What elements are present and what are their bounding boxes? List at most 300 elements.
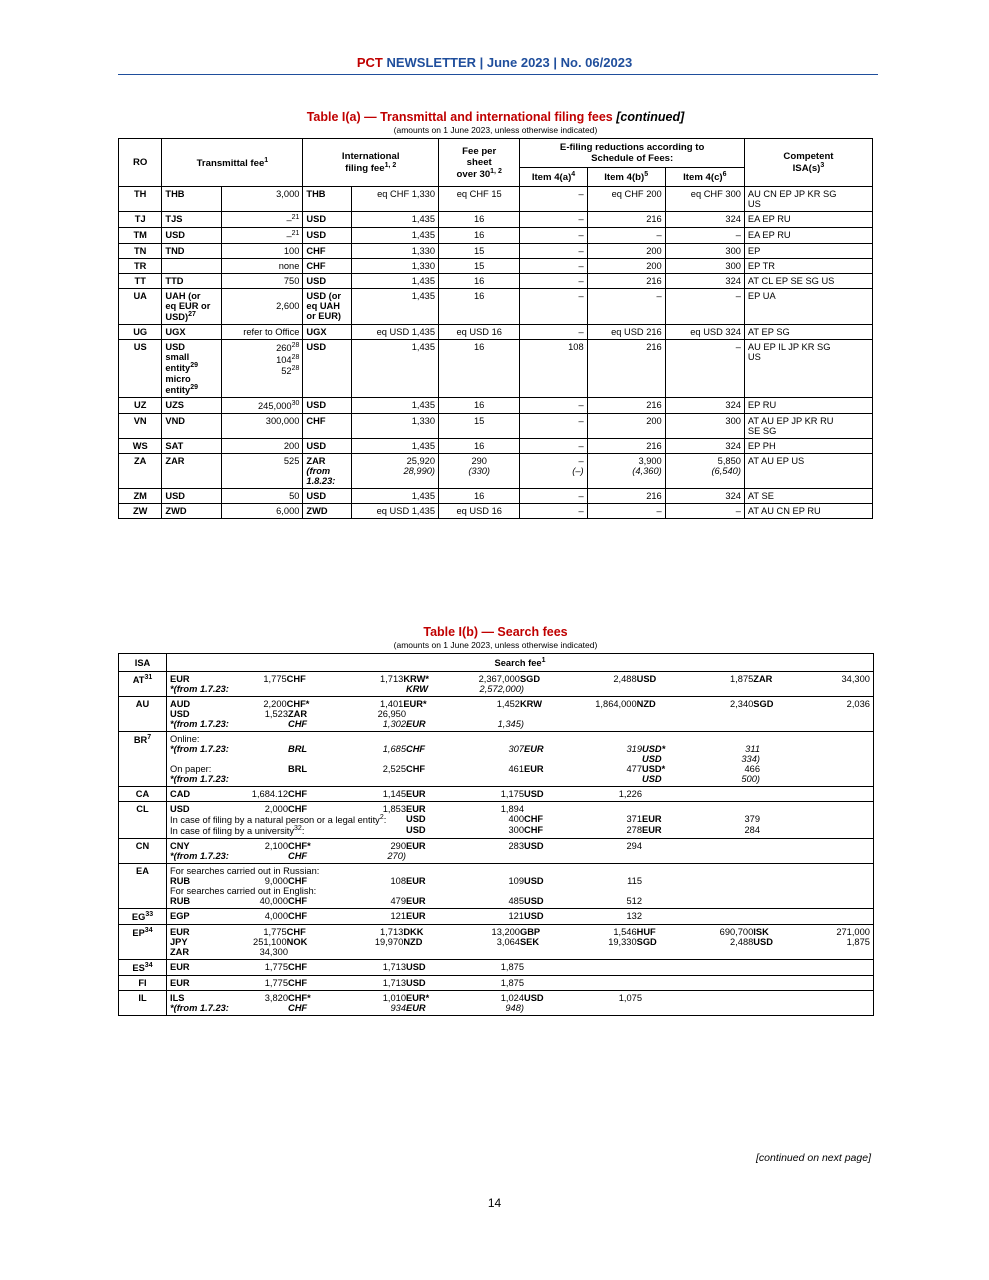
cell-ro: UA — [119, 289, 162, 325]
search-fee-currency: *(from 1.7.23: — [170, 851, 229, 862]
cell-transmittal-currency: VND — [162, 413, 222, 438]
cell-transmittal-currency: TND — [162, 244, 222, 259]
search-fee-amount: 2,340 — [730, 699, 754, 710]
search-fee-currency: KRW — [406, 684, 429, 695]
cell-item-4c: 300 — [665, 413, 744, 438]
search-fee-amount: 2,036 — [846, 699, 870, 710]
search-fee-amount: 109 — [508, 876, 524, 887]
cell-item-4a: 108 — [520, 340, 587, 397]
search-fee-amount: 1,853 — [382, 804, 406, 815]
search-fee-amount: 2,572,000) — [479, 684, 524, 695]
cell-transmittal-amount: 525 — [222, 453, 303, 488]
th-item-a-text: Item 4(a) — [531, 172, 572, 184]
table-1a-body — [119, 187, 873, 519]
cell-transmittal-amount: 6,000 — [222, 503, 303, 518]
table-row — [119, 732, 874, 787]
th-isa-sup: 3 — [820, 162, 825, 169]
cell-transmittal-amount: 750 — [222, 274, 303, 289]
search-fee-currency: EUR — [406, 841, 426, 852]
cell-item-4a: – — [520, 488, 587, 503]
search-fee-line — [170, 937, 870, 947]
th-searchfee-text: Search fee — [494, 658, 542, 669]
search-fee-line — [170, 993, 870, 1003]
cell-transmittal-amount: 2,600 — [222, 289, 303, 325]
search-fee-amount: 290 — [390, 841, 406, 852]
search-fee-amount: 2,100 — [264, 841, 288, 852]
search-fee-line — [170, 754, 870, 764]
table-1a-header-row — [119, 139, 873, 168]
th-efiling-l2: Schedule of Fees: — [591, 153, 674, 164]
search-fee-currency: USD* — [642, 764, 666, 775]
cell-item-4a: – — [520, 325, 587, 340]
search-fee-currency: USD — [524, 841, 544, 852]
search-fee-amount: 1,713 — [380, 927, 404, 938]
search-fee-currency: USD — [524, 876, 544, 887]
search-fee-amount: 13,200 — [491, 927, 520, 938]
search-fee-currency: EUR — [406, 1003, 426, 1014]
search-fee-currency: CHF — [288, 719, 308, 730]
cell-isa-code: FI — [119, 976, 167, 991]
th-sheet-sup: 1, 2 — [490, 167, 502, 175]
search-fee-currency: CHF* — [286, 699, 310, 710]
cell-filing-currency: USD — [303, 212, 352, 228]
table-row — [119, 839, 874, 864]
search-fee-currency: CHF — [288, 911, 308, 922]
cell-item-4c: 324 — [665, 212, 744, 228]
search-fee-currency: CNY — [170, 841, 190, 852]
cell-isa-code: AT$^{31}$ — [119, 672, 167, 697]
search-fee-currency — [288, 684, 347, 694]
table-1b-title: Table I(b) — Search fees — [423, 625, 568, 639]
cell-filing-amount: 1,330 — [352, 259, 439, 274]
th-isa-b: ISA — [119, 654, 167, 672]
cell-filing-currency: ZWD — [303, 503, 352, 518]
table-1a-title — [118, 110, 873, 124]
search-fee-amount: 1,775 — [264, 978, 288, 989]
cell-search-fee — [167, 697, 874, 732]
search-fee-line — [170, 978, 870, 988]
cell-transmittal-amount: 3,000 — [222, 187, 303, 212]
cell-fee-per-sheet: 16 — [439, 340, 520, 397]
search-fee-amount: 1,775 — [264, 962, 288, 973]
cell-item-4b: – — [587, 228, 665, 244]
search-fee-currency: AUD — [170, 699, 191, 710]
cell-transmittal-amount: 245,000$^{30}$ — [222, 397, 303, 413]
search-fee-amount: 1,452 — [496, 699, 520, 710]
search-fee-amount: 1,864,000 — [595, 699, 637, 710]
table-row — [119, 259, 873, 274]
cell-transmittal-currency: TTD — [162, 274, 222, 289]
th-ro: RO — [119, 139, 162, 187]
table-row — [119, 274, 873, 289]
cell-item-4b: 216 — [587, 340, 665, 397]
search-fee-currency: BRL — [288, 744, 308, 755]
search-fee-currency: EUR — [406, 804, 426, 815]
search-fee-currency: ZAR — [753, 674, 773, 685]
search-fee-amount: 479 — [390, 896, 406, 907]
cell-search-fee — [167, 672, 874, 697]
cell-item-4c: 5,850 (6,540) — [665, 453, 744, 488]
search-fee-line — [170, 911, 870, 921]
th-sheet-l3: over 30 — [456, 168, 491, 180]
search-fee-amount: 311 — [745, 744, 760, 755]
search-fee-line — [170, 962, 870, 972]
cell-filing-amount: 1,330 — [352, 413, 439, 438]
cell-filing-currency: CHF — [303, 413, 352, 438]
table-1b-block — [118, 625, 873, 1016]
search-fee-amount: 1,685 — [382, 744, 406, 755]
cell-item-4a: – — [520, 397, 587, 413]
th-item-c — [665, 168, 744, 187]
cell-ro: TR — [119, 259, 162, 274]
cell-transmittal-currency: USD — [162, 488, 222, 503]
search-fee-line — [170, 674, 870, 684]
search-fee-line — [170, 684, 870, 694]
cell-transmittal-currency: ZWD — [162, 503, 222, 518]
search-fee-currency: EUR — [170, 674, 190, 685]
search-fee-currency: CHF — [288, 896, 308, 907]
search-fee-currency: EUR — [524, 744, 544, 755]
search-fee-currency: CHF — [288, 789, 308, 800]
search-fee-amount: 115 — [627, 876, 642, 887]
cell-fee-per-sheet: 16 — [439, 488, 520, 503]
th-sheet — [439, 139, 520, 187]
cell-item-4b: 200 — [587, 413, 665, 438]
th-isa-l2: ISA(s) — [792, 163, 821, 175]
search-fee-currency: CHF — [288, 851, 308, 862]
cell-competent-isa: EP — [744, 244, 872, 259]
search-fee-amount — [583, 774, 642, 784]
cell-ro: US — [119, 340, 162, 397]
search-fee-currency: SEK — [519, 937, 540, 948]
search-fee-currency: USD — [406, 962, 426, 973]
cell-competent-isa: EP UA — [744, 289, 872, 325]
search-fee-currency: CHF* — [288, 841, 311, 852]
cell-isa-code: EA — [119, 864, 167, 909]
search-fee-line — [170, 1003, 870, 1013]
cell-transmittal-currency: SAT — [162, 438, 222, 453]
search-fee-currency: EUR — [642, 825, 662, 836]
cell-transmittal-amount: –$^{21}$ — [222, 212, 303, 228]
cell-filing-amount: eq USD 1,435 — [352, 325, 439, 340]
search-fee-amount: 1,684.12 — [251, 789, 288, 800]
cell-transmittal-amount: $260^{28}$ $104^{28}$ $52^{28}$ — [222, 340, 303, 397]
cell-competent-isa: AT AU CN EP RU — [744, 503, 872, 518]
cell-item-4b: eq USD 216 — [587, 325, 665, 340]
cell-filing-amount: 1,435 — [352, 228, 439, 244]
table-row — [119, 228, 873, 244]
cell-filing-currency: USD — [303, 228, 352, 244]
search-fee-currency: EUR — [170, 978, 190, 989]
cell-transmittal-currency: ZAR — [162, 453, 222, 488]
search-fee-currency: CHF — [288, 978, 308, 989]
search-fee-line — [170, 896, 870, 906]
search-fee-currency: ILS — [170, 993, 185, 1004]
search-fee-currency: USD — [406, 978, 426, 989]
search-fee-amount: 461 — [508, 764, 524, 775]
cell-filing-amount: 1,435 — [352, 438, 439, 453]
table-row — [119, 909, 874, 925]
table-row — [119, 340, 873, 397]
search-fee-amount: 1,024 — [500, 993, 524, 1004]
cell-transmittal-currency: UZS — [162, 397, 222, 413]
cell-transmittal-currency: TJS — [162, 212, 222, 228]
table-row — [119, 325, 873, 340]
cell-fee-per-sheet: 15 — [439, 413, 520, 438]
cell-item-4c: 324 — [665, 438, 744, 453]
search-fee-amount: 3,820 — [264, 993, 288, 1004]
search-fee-amount: 319 — [626, 744, 642, 755]
cell-filing-amount: 1,435 — [352, 488, 439, 503]
cell-search-fee — [167, 991, 874, 1016]
search-fee-amount — [347, 754, 406, 764]
cell-fee-per-sheet: eq USD 16 — [439, 503, 520, 518]
search-fee-amount: 485 — [508, 896, 524, 907]
search-fee-amount: 271,000 — [836, 927, 870, 938]
search-fee-amount: 270) — [387, 851, 406, 862]
cell-isa-code: AU — [119, 697, 167, 732]
cell-fee-per-sheet: 15 — [439, 244, 520, 259]
cell-ro: ZW — [119, 503, 162, 518]
search-fee-amount — [229, 719, 288, 729]
page-header — [0, 55, 989, 70]
search-fee-currency — [406, 754, 465, 764]
cell-search-fee — [167, 976, 874, 991]
cell-filing-currency: USD — [303, 340, 352, 397]
cell-search-fee — [167, 909, 874, 925]
header-pct: PCT — [356, 55, 383, 70]
search-fee-currency — [170, 754, 229, 764]
th-filing-l1: International — [341, 151, 400, 162]
cell-item-4b: 200 — [587, 244, 665, 259]
search-fee-currency: NZD — [403, 937, 423, 948]
search-fee-amount: 1,226 — [618, 789, 642, 800]
cell-transmittal-amount: –$^{21}$ — [222, 228, 303, 244]
cell-item-4a: – — [520, 212, 587, 228]
table-row — [119, 212, 873, 228]
search-fee-line — [170, 744, 870, 754]
search-fee-amount: 2,200 — [263, 699, 287, 710]
search-fee-currency — [406, 774, 465, 784]
search-fee-currency: CHF — [286, 927, 306, 938]
search-fee-line — [170, 734, 870, 744]
th-isa-l1: Competent — [783, 151, 834, 162]
cell-filing-amount: 1,435 — [352, 397, 439, 413]
table-1a-block — [118, 110, 873, 519]
search-fee-amount: 948) — [505, 1003, 524, 1014]
th-filing — [303, 139, 439, 187]
search-fee-amount: 1,145 — [382, 789, 406, 800]
search-fee-amount: 278 — [626, 825, 642, 836]
search-fee-currency: EGP — [170, 911, 190, 922]
cell-item-4c: 324 — [665, 274, 744, 289]
th-item-c-text: Item 4(c) — [683, 172, 723, 184]
search-fee-amount: 34,300 — [259, 947, 288, 958]
search-fee-currency: USD — [524, 911, 544, 922]
cell-item-4c: 300 — [665, 259, 744, 274]
table-row — [119, 503, 873, 518]
cell-search-fee — [167, 925, 874, 960]
cell-item-4b: 216 — [587, 212, 665, 228]
th-efiling-l1: E-filing reductions according to — [559, 142, 705, 153]
search-fee-amount: 1,401 — [380, 699, 404, 710]
table-row — [119, 187, 873, 212]
table-1a-subtitle: (amounts on 1 June 2023, unless otherwise indicated) — [393, 125, 598, 135]
search-fee-amount: 40,000 — [259, 896, 288, 907]
table-1a — [118, 138, 873, 519]
cell-filing-currency: THB — [303, 187, 352, 212]
cell-item-4b: eq CHF 200 — [587, 187, 665, 212]
cell-competent-isa: AT SE — [744, 488, 872, 503]
cell-search-fee — [167, 787, 874, 802]
search-fee-amount: 19,970 — [374, 937, 404, 948]
table-row — [119, 991, 874, 1016]
search-fee-amount — [583, 754, 642, 764]
search-fee-line — [170, 699, 870, 709]
search-fee-line — [170, 927, 870, 937]
cell-item-4a: – (–) — [520, 453, 587, 488]
search-fee-amount — [347, 684, 406, 694]
search-fee-amount: 1,546 — [613, 927, 637, 938]
search-fee-currency: CHF — [286, 674, 306, 685]
search-fee-currency: EUR — [170, 962, 190, 973]
cell-competent-isa: AT CL EP SE SG US — [744, 274, 872, 289]
table-row — [119, 864, 874, 909]
search-fee-amount: 1,302 — [382, 719, 406, 730]
cell-item-4a: – — [520, 289, 587, 325]
th-searchfee-sup: 1 — [541, 657, 546, 664]
cell-fee-per-sheet: 16 — [439, 212, 520, 228]
th-transmittal-sup: 1 — [264, 156, 269, 164]
search-fee-currency: ISK — [753, 927, 769, 938]
cell-item-4b: 216 — [587, 438, 665, 453]
search-fee-amount: 1,894 — [500, 804, 524, 815]
search-fee-amount: 121 — [508, 911, 524, 922]
cell-item-4b: 216 — [587, 274, 665, 289]
search-fee-currency: BRL — [288, 764, 308, 775]
search-fee-amount: 1,345) — [497, 719, 524, 730]
table-row — [119, 976, 874, 991]
header-newsletter: NEWSLETTER — [386, 55, 477, 70]
search-fee-line — [170, 947, 870, 957]
search-fee-amount — [465, 754, 524, 764]
cell-item-4a: – — [520, 438, 587, 453]
table-row — [119, 244, 873, 259]
search-fee-amount — [229, 684, 288, 694]
search-fee-amount: 26,950 — [377, 709, 406, 720]
cell-isa-code: CA — [119, 787, 167, 802]
cell-transmittal-amount: 100 — [222, 244, 303, 259]
search-fee-currency: CHF — [406, 764, 426, 775]
th-item-c-sup: 6 — [722, 171, 727, 178]
cell-ro: TT — [119, 274, 162, 289]
table-1b-header-row — [119, 654, 874, 672]
search-fee-currency: USD — [636, 674, 657, 685]
cell-transmittal-currency: UAH (or eq EUR or USD)$^{27}$ — [162, 289, 222, 325]
search-fee-amount — [229, 851, 288, 861]
cell-filing-currency: CHF — [303, 244, 352, 259]
table-row — [119, 802, 874, 839]
table-row — [119, 438, 873, 453]
cell-filing-amount: eq USD 1,435 — [352, 503, 439, 518]
search-fee-currency: CAD — [170, 789, 191, 800]
search-fee-amount: 1,875 — [500, 978, 524, 989]
th-item-b-text: Item 4(b) — [604, 172, 645, 184]
cell-transmittal-currency: USD small entity$^{29}$ micro entity$^{29}$ — [162, 340, 222, 397]
search-fee-currency: HUF — [636, 927, 656, 938]
search-fee-currency: CHF — [524, 825, 544, 836]
search-fee-currency: ZAR — [170, 947, 190, 958]
cell-search-fee — [167, 839, 874, 864]
continued-note: [continued on next page] — [755, 1152, 871, 1164]
search-fee-currency: *(from 1.7.23: — [170, 774, 229, 785]
th-item-b-sup: 5 — [644, 171, 649, 178]
search-fee-currency: JPY — [170, 937, 188, 948]
search-fee-currency — [288, 754, 347, 764]
search-fee-amount: 1,775 — [263, 927, 287, 938]
search-fee-currency: SGD — [636, 937, 657, 948]
search-fee-amount: 512 — [626, 896, 642, 907]
search-fee-amount: 2,000 — [264, 804, 288, 815]
cell-filing-currency: USD — [303, 397, 352, 413]
cell-competent-isa: AU CN EP JP KR SG US — [744, 187, 872, 212]
table-1b-body — [119, 672, 874, 1016]
cell-transmittal-amount: refer to Office — [222, 325, 303, 340]
search-fee-amount: 283 — [508, 841, 524, 852]
search-fee-currency: DKK — [403, 927, 424, 938]
cell-fee-per-sheet: 16 — [439, 289, 520, 325]
search-fee-currency — [524, 774, 583, 784]
cell-filing-currency: USD (or eq UAH or EUR) — [303, 289, 352, 325]
search-fee-currency: USD — [170, 709, 190, 720]
cell-isa-code: IL — [119, 991, 167, 1016]
th-item-a — [520, 168, 587, 187]
cell-filing-amount: 1,435 — [352, 274, 439, 289]
search-fee-line — [170, 804, 870, 814]
search-fee-amount: 379 — [744, 814, 760, 825]
search-fee-amount: 132 — [626, 911, 642, 922]
table-1b-subtitle: (amounts on 1 June 2023, unless otherwise indicated) — [393, 640, 598, 650]
cell-transmittal-amount: 200 — [222, 438, 303, 453]
search-fee-line — [170, 789, 870, 799]
cell-transmittal-amount: 50 — [222, 488, 303, 503]
table-row — [119, 925, 874, 960]
cell-ro: UG — [119, 325, 162, 340]
cell-transmittal-currency: THB — [162, 187, 222, 212]
cell-fee-per-sheet: eq CHF 15 — [439, 187, 520, 212]
search-fee-amount: 2,525 — [382, 764, 406, 775]
search-fee-amount: 300 — [508, 825, 524, 836]
search-fee-currency: EUR — [406, 876, 426, 887]
search-fee-amount: 1,875 — [730, 674, 754, 685]
cell-isa-code: CL — [119, 802, 167, 839]
search-fee-amount: 1,175 — [500, 789, 524, 800]
search-fee-amount: 251,100 — [253, 937, 287, 948]
cell-item-4a: – — [520, 228, 587, 244]
cell-item-4a: – — [520, 244, 587, 259]
cell-ro: VN — [119, 413, 162, 438]
search-fee-currency: EUR — [524, 764, 544, 775]
cell-item-4c: eq CHF 300 — [665, 187, 744, 212]
cell-filing-currency: UGX — [303, 325, 352, 340]
search-fee-currency: CHF — [288, 804, 308, 815]
cell-item-4c: 324 — [665, 488, 744, 503]
search-fee-amount: 1,010 — [382, 993, 406, 1004]
search-fee-currency: Online: — [170, 734, 200, 745]
cell-filing-amount: 25,920 28,990) — [352, 453, 439, 488]
page-number: 14 — [487, 1196, 502, 1210]
cell-item-4b: 216 — [587, 488, 665, 503]
